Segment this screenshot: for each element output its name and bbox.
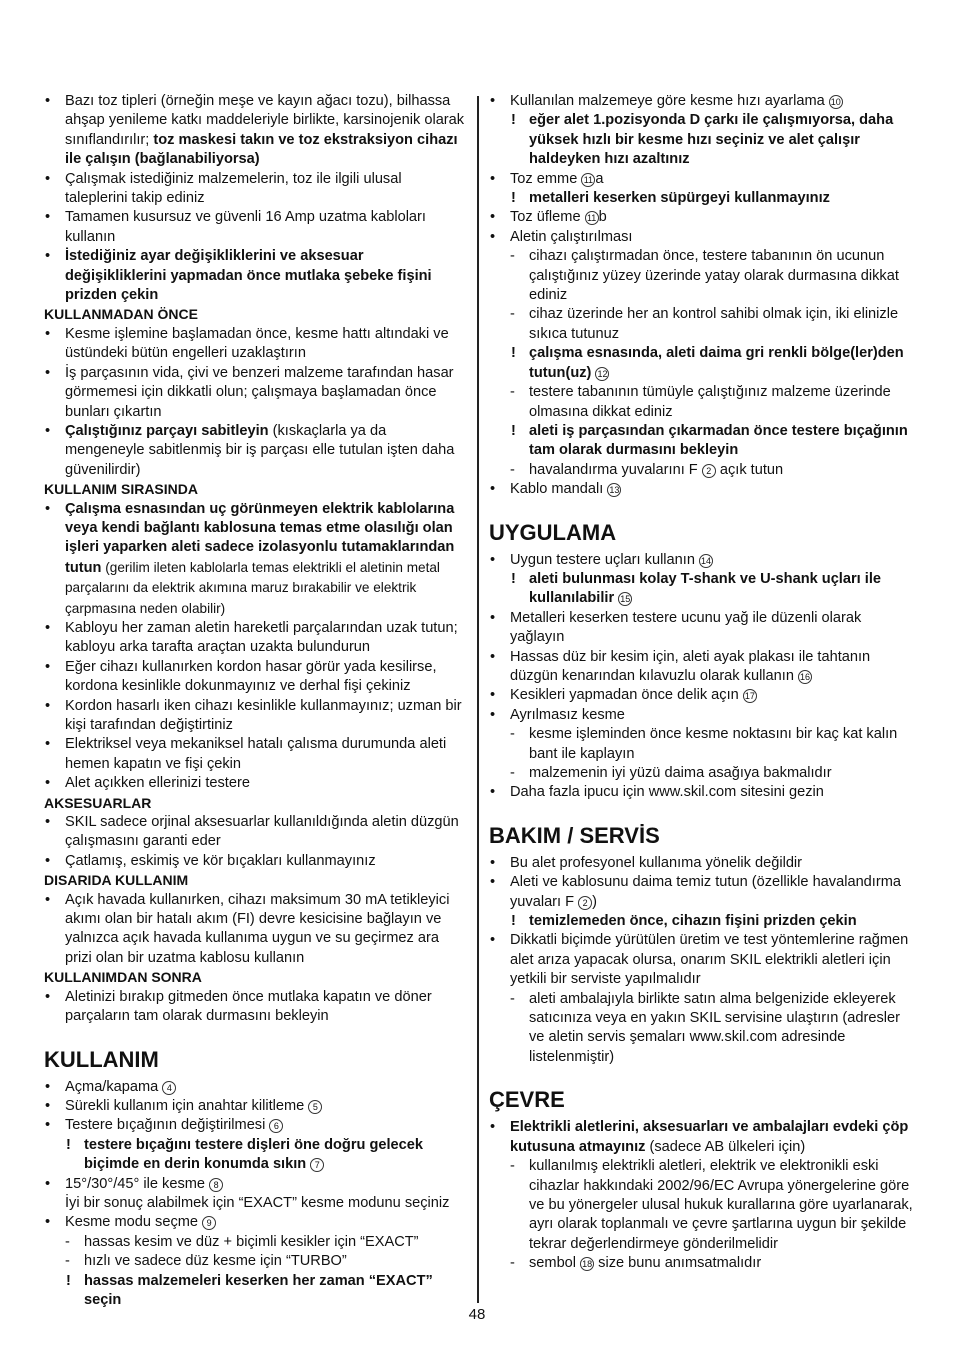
text: havalandırma yuvalarını F [529, 461, 698, 478]
reference-number: 17 [744, 691, 755, 702]
text: aleti ambalajıyla birlikte satın alma belgenizide ekleyerek satıcınıza veya en yakın SKIL servisine ulaştırın (adresler ve aletin servis şemaları www.skil.com adresinde listelenmiştir) [529, 990, 900, 1065]
list-item [44, 619, 465, 658]
reference-number: 13 [609, 485, 620, 496]
right-column [489, 92, 913, 1274]
text: Çalışmak istediğiniz malzemelerin, toz ile ilgili ulusal taleplerini takip ediniz [65, 170, 402, 207]
text: Toz emme [510, 170, 578, 187]
list-item [44, 891, 465, 969]
list-item [44, 988, 465, 1027]
text: 15°/30°/45° ile kesme [65, 1175, 206, 1192]
dash-item [489, 990, 913, 1068]
text: aleti bulunması kolay T-shank ve U-shank uçları ile kullanılabilir [529, 570, 881, 607]
subheading-during-use: KULLANIM SIRASINDA [44, 481, 198, 498]
text: kullanılmış elektrikli aletleri, elektrik ve elektronikli eski cihazlar hakkındaki 2002/96/EC Avrupa yönergelerine göre ve bu yönergeler ulusal hukuk kurallarına göre uyarlanarak, ayrı olarak toplanmalı ve çevre şartlarına uygun bir şekilde tekrar değerlendirmeye gönderilmelidir [529, 1158, 913, 1252]
text: Daha fazla ipucu için www.skil.com sitesini gezin [510, 784, 824, 801]
section-heading-usage: KULLANIM [44, 1046, 159, 1072]
list-item [489, 873, 913, 912]
text: ) [592, 893, 598, 910]
text: Testere bıçağının değiştirilmesi [65, 1117, 266, 1134]
list-item [44, 813, 465, 852]
warning-item [44, 1136, 465, 1175]
list-item [44, 92, 465, 170]
list-item [489, 648, 913, 687]
text: İş parçasının vida, çivi ve benzeri malzeme tarafından hasar görmemesi için dikkatli olun; çalışmaya başlamadan önce bunları çıkartın [65, 364, 454, 420]
bold-text: Çalıştığınız parçayı sabitleyin [65, 422, 269, 439]
dash-item [489, 305, 913, 344]
list-item [44, 500, 465, 619]
text: Kesme modu seçme [65, 1214, 199, 1231]
warning-item [489, 912, 913, 931]
text: malzemenin iyi yüzü daima asağıya bakmalıdır [529, 765, 832, 781]
list-item [44, 852, 465, 871]
list-item [44, 325, 465, 364]
reference-number: 4 [162, 1081, 176, 1095]
text: eğer alet 1.pozisyonda D çarkı ile çalışmıyorsa, daha yüksek hızlı bir kesme hızı seçiniz ve alet çalışır haldeyken hızı azaltınız [529, 112, 894, 168]
list-item [44, 1078, 465, 1097]
bold-text: İstediğiniz ayar değişikliklerini ve aksesuar değişikliklerini yapmadan önce mutlaka şebeke fişini prizden çekin [65, 248, 432, 304]
list-item [489, 170, 913, 189]
section-heading-application: UYGULAMA [489, 519, 617, 545]
list-item [489, 228, 913, 247]
list-item [44, 208, 465, 247]
list-item [44, 658, 465, 697]
text: Kesme işlemine başlamadan önce, kesme hattı altındaki ve üstündeki bütün engelleri uzaklaştırın [65, 325, 449, 362]
text: testere bıçağını testere dişleri öne doğru gelecek biçimde en derin konumda sıkın [84, 1136, 424, 1173]
text: Dikkatli biçimde yürütülen üretim ve test yöntemlerine rağmen alet arıza yapacak olursa, onarım SKIL elektrikli aletleri için yetkili bir serviste yapılmalıdır [510, 932, 909, 988]
text: kesme işleminden önce kesme noktasını bir kaç kat kalın bant ile kaplayın [529, 726, 898, 762]
dash-item [489, 1254, 913, 1273]
text: b [598, 209, 607, 226]
text: SKIL sadece orjinal aksesuarlar kullanıldığında aletin düzgün çalışmasını garanti eder [65, 814, 459, 850]
list-item [44, 170, 465, 209]
bold-text: toz maskesi takın ve toz ekstraksiyon cihazı ile çalışın (bağlanabiliyorsa) [65, 131, 458, 168]
reference-number: 16 [800, 671, 811, 682]
text: testere tabanının tümüyle çalıştığınız malzeme üzerinde olmasına dikkat ediniz [529, 384, 891, 420]
dash-item [44, 1233, 465, 1252]
text: çalışma esnasında, aleti daima gri renkli bölge(ler)den tutun(uz) [529, 345, 904, 381]
list-item [44, 1097, 465, 1116]
text: cihaz üzerinde her an kontrol sahibi olmak için, iki elinizle sıkıca tutunuz [529, 306, 899, 342]
list-item [489, 609, 913, 648]
reference-number: 8 [209, 1178, 223, 1192]
list-item [44, 735, 465, 774]
text: hassas kesim ve düz + biçimli kesikler için “EXACT” [84, 1233, 419, 1250]
text: Eğer cihazı kullanırken kordon hasar görür yada kesilirse, kordona kesinlikle dokunmayınız ve derhal fişi çekiniz [65, 658, 437, 695]
text: Açma/kapama [65, 1078, 159, 1095]
subheading-accessories: AKSESUARLAR [44, 794, 152, 811]
reference-number: 2 [702, 464, 716, 478]
warning-item [489, 344, 913, 383]
dash-item [489, 383, 913, 422]
text: (kıskaçlarla ya da mengeneyle sabitlenmiş bir iş parçası elle tutulan işten daha güvenilirdir) [65, 422, 455, 478]
text: Bu alet profesyonel kullanıma yönelik değildir [510, 854, 803, 871]
list-item [489, 783, 913, 802]
text: Kesikleri yapmadan önce delik açın [510, 687, 739, 704]
text: Açık havada kullanırken, cihazı maksimum 30 mA tetikleyici akımı olan bir hatalı akım (FI) devre kesicisine bağlayın ve yalnızca açık havada kullanıma uygun ve su geçirmez ara prizi olan bir uzatma kablosu kullanın [65, 891, 450, 966]
text: Bazı toz tipleri (örneğin meşe ve kayın ağacı tozu), bilhassa ahşap yenileme katkı maddeleriyle birlikte, karsinojenik olarak sınıflandırılır; [65, 93, 465, 148]
text: (sadece AB ülkeleri için) [645, 1138, 806, 1155]
text: Sürekli kullanım için anahtar kilitleme [65, 1097, 305, 1114]
reference-number: 10 [830, 97, 841, 107]
list-item [489, 706, 913, 725]
list-item [44, 1175, 465, 1194]
list-item [489, 686, 913, 705]
list-item [489, 92, 913, 111]
reference-number: 12 [597, 368, 608, 379]
text: Ayrılmasız kesme [510, 706, 625, 723]
list-item [489, 1118, 913, 1157]
warning-item [489, 189, 913, 208]
text: hassas malzemeleri keserken her zaman “EXACT” seçin [84, 1272, 433, 1308]
text: Toz üfleme [510, 209, 581, 226]
text: Hassas düz bir kesim için, aleti ayak plakası ile tahtanın düzgün kenarından kılavuzlu olarak kullanın [510, 648, 871, 684]
reference-number: 6 [269, 1119, 283, 1133]
list-item [44, 697, 465, 736]
list-item [44, 364, 465, 422]
dash-item [489, 247, 913, 305]
warning-item [489, 570, 913, 609]
list-item [489, 208, 913, 227]
section-heading-maintenance: BAKIM / SERVİS [489, 822, 660, 848]
list-item [489, 480, 913, 499]
dash-item [489, 1157, 913, 1254]
text: Aletin çalıştırılması [510, 228, 633, 245]
text: açık tutun [715, 461, 784, 478]
warning-item [489, 111, 913, 169]
text: Aleti ve kablosunu daima temiz tutun (özellikle havalandırma yuvaları F [510, 874, 901, 910]
text: Çatlamış, eskimiş ve kör bıçakları kullanmayınız [65, 852, 376, 869]
text: cihazı çalıştırmadan önce, testere tabanının ön ucunun çalıştığınız yüzey üzerinde yatay olarak durmasına dikkat ediniz [529, 248, 899, 304]
warning-item [44, 1272, 465, 1311]
text: Alet açıkken ellerinizi testere [65, 775, 250, 792]
list-item [489, 854, 913, 873]
text: a [595, 170, 604, 187]
column-divider [477, 96, 479, 1303]
list-item [44, 422, 465, 480]
dash-item [489, 461, 913, 480]
text: Kordon hasarlı iken cihazı kesinlikle kullanmayınız; uzman bir kişi tarafından değiştirtiniz [65, 697, 462, 733]
paragraph: İyi bir sonuç alabilmek için “EXACT” kesme modunu seçiniz [65, 1194, 450, 1211]
reference-number: 11 [581, 173, 595, 187]
reference-number: 5 [308, 1100, 322, 1114]
bold-text: Elektrikli aletlerini, aksesuarları ve ambalajları evdeki çöp kutusuna atmayınız [510, 1119, 909, 1155]
text: Kullanılan malzemeye göre kesme hızı ayarlama [510, 93, 825, 109]
text: hızlı ve sadece düz kesme için “TURBO” [84, 1253, 347, 1270]
text: Aletinizi bırakıp gitmeden önce mutlaka kapatın ve döner parçaların tam olarak durmasını bekleyin [65, 988, 432, 1025]
section-heading-environment: ÇEVRE [489, 1087, 565, 1113]
list-item [489, 551, 913, 570]
list-item [44, 1213, 465, 1232]
text: Metalleri keserken testere ucunu yağ ile düzenli olarak yağlayın [510, 609, 862, 646]
text: aleti iş parçasından çıkarmadan önce testere bıçağının tam olarak durmasını bekleyin [529, 422, 908, 459]
left-column [44, 92, 465, 1310]
text: Kabloyu her zaman aletin hareketli parçalarından uzak tutun; kabloyu arka tarafta araçtan uzakta bulundurun [65, 619, 458, 656]
reference-number: 2 [578, 896, 592, 910]
subheading-before-use: KULLANMADAN ÖNCE [44, 306, 198, 323]
text: Elektriksel veya mekaniksel hatalı çalısma durumunda aleti hemen kapatın ve fişi çekin [65, 736, 447, 772]
warning-item [489, 422, 913, 461]
list-item [44, 774, 465, 793]
dash-item [489, 725, 913, 764]
reference-number: 18 [582, 1259, 593, 1270]
list-item [44, 1116, 465, 1135]
reference-number: 9 [202, 1216, 216, 1230]
text: metalleri keserken süpürgeyi kullanmayınız [529, 190, 830, 207]
dash-item [44, 1252, 465, 1271]
bold-text: Çalışma esnasından uç görünmeyen elektrik kablolarına veya kendi bağlantı kablosuna temas etme olasılığı olan işleri yaparken aleti sadece izolasyonlu tutamaklarından tutun [65, 500, 455, 576]
dash-item [489, 764, 913, 783]
reference-number: 15 [620, 594, 631, 605]
reference-number: 11 [585, 211, 599, 225]
text: Kablo mandalı [510, 481, 604, 498]
subheading-after-use: KULLANIMDAN SONRA [44, 969, 202, 986]
text: size bunu anımsatmalıdır [594, 1255, 762, 1272]
list-item [489, 931, 913, 989]
reference-number: 14 [701, 555, 712, 566]
text: temizlemeden önce, cihazın fişini prizden çekin [529, 913, 857, 930]
text: Tamamen kusursuz ve güvenli 16 Amp uzatma kabloları kullanın [65, 209, 426, 245]
text: Uygun testere uçları kullanın [510, 551, 695, 568]
text: sembol [529, 1255, 577, 1272]
text: (gerilim ileten kablolarla temas elektrikli el aletinin metal parçalarını da elektrik akımına maruz bırakabilir ve elektrik çarpmasına neden olabilir) [65, 559, 440, 616]
reference-number: 7 [310, 1158, 324, 1172]
list-item [44, 247, 465, 305]
page-number: 48 [468, 1306, 486, 1323]
subheading-outdoor-use: DISARIDA KULLANIM [44, 872, 189, 889]
